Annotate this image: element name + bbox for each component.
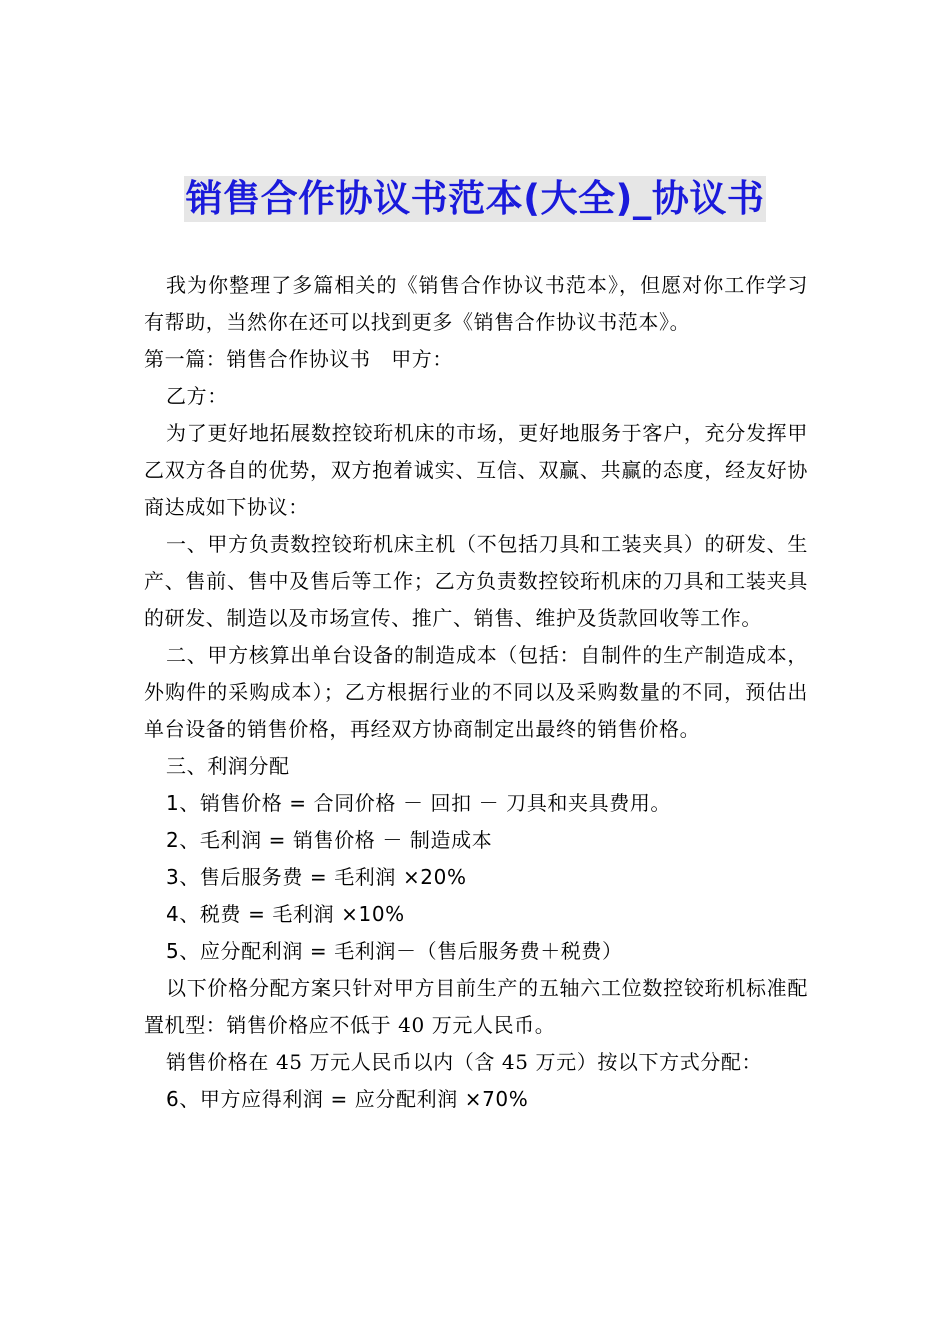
formula-item: 1、销售价格 = 合同价格 － 回扣 － 刀具和夹具费用。 (166, 791, 672, 815)
price-scheme-paragraph: 以下价格分配方案只针对甲方目前生产的五轴六工位数控铰珩机标准配置机型：销售价格应不低于 40 万元人民币。 (144, 976, 808, 1037)
price-range-paragraph: 销售价格在 45 万元人民币以内（含 45 万元）按以下方式分配： (166, 1050, 763, 1074)
title-container (0, 176, 950, 222)
intro-paragraph: 我为你整理了多篇相关的《销售合作协议书范本》，但愿对你工作学习有帮助，当然你在还可以找到更多《销售合作协议书范本》。 (144, 273, 808, 334)
section-heading-first: 第一篇：销售合作协议书 甲方： (144, 347, 453, 371)
purpose-paragraph: 为了更好地拓展数控铰珩机床的市场，更好地服务于客户，充分发挥甲乙双方各自的优势，双方抱着诚实、互信、双赢、共赢的态度，经友好协商达成如下协议： (144, 421, 808, 519)
formula-item: 2、毛利润 = 销售价格 － 制造成本 (166, 828, 493, 852)
document-body (144, 267, 808, 1118)
party-b-line: 乙方： (166, 384, 228, 408)
clause-three-heading: 三、利润分配 (166, 754, 290, 778)
formula-item: 3、售后服务费 = 毛利润 ×20% (166, 865, 467, 889)
clause-two: 二、甲方核算出单台设备的制造成本（包括：自制件的生产制造成本，外购件的采购成本）；乙方根据行业的不同以及采购数量的不同，预估出单台设备的销售价格，再经双方协商制定出最终的销售价格。 (144, 643, 808, 741)
formula-item: 6、甲方应得利润 = 应分配利润 ×70% (166, 1087, 529, 1111)
document-title: 销售合作协议书范本(大全)_协议书 (185, 177, 765, 220)
clause-one: 一、甲方负责数控铰珩机床主机（不包括刀具和工装夹具）的研发、生产、售前、售中及售后等工作；乙方负责数控铰珩机床的刀具和工装夹具的研发、制造以及市场宣传、推广、销售、维护及货款回收等工作。 (144, 532, 808, 630)
formula-item: 5、应分配利润 = 毛利润－（售后服务费＋税费） (166, 939, 623, 963)
formula-item: 4、税费 = 毛利润 ×10% (166, 902, 405, 926)
